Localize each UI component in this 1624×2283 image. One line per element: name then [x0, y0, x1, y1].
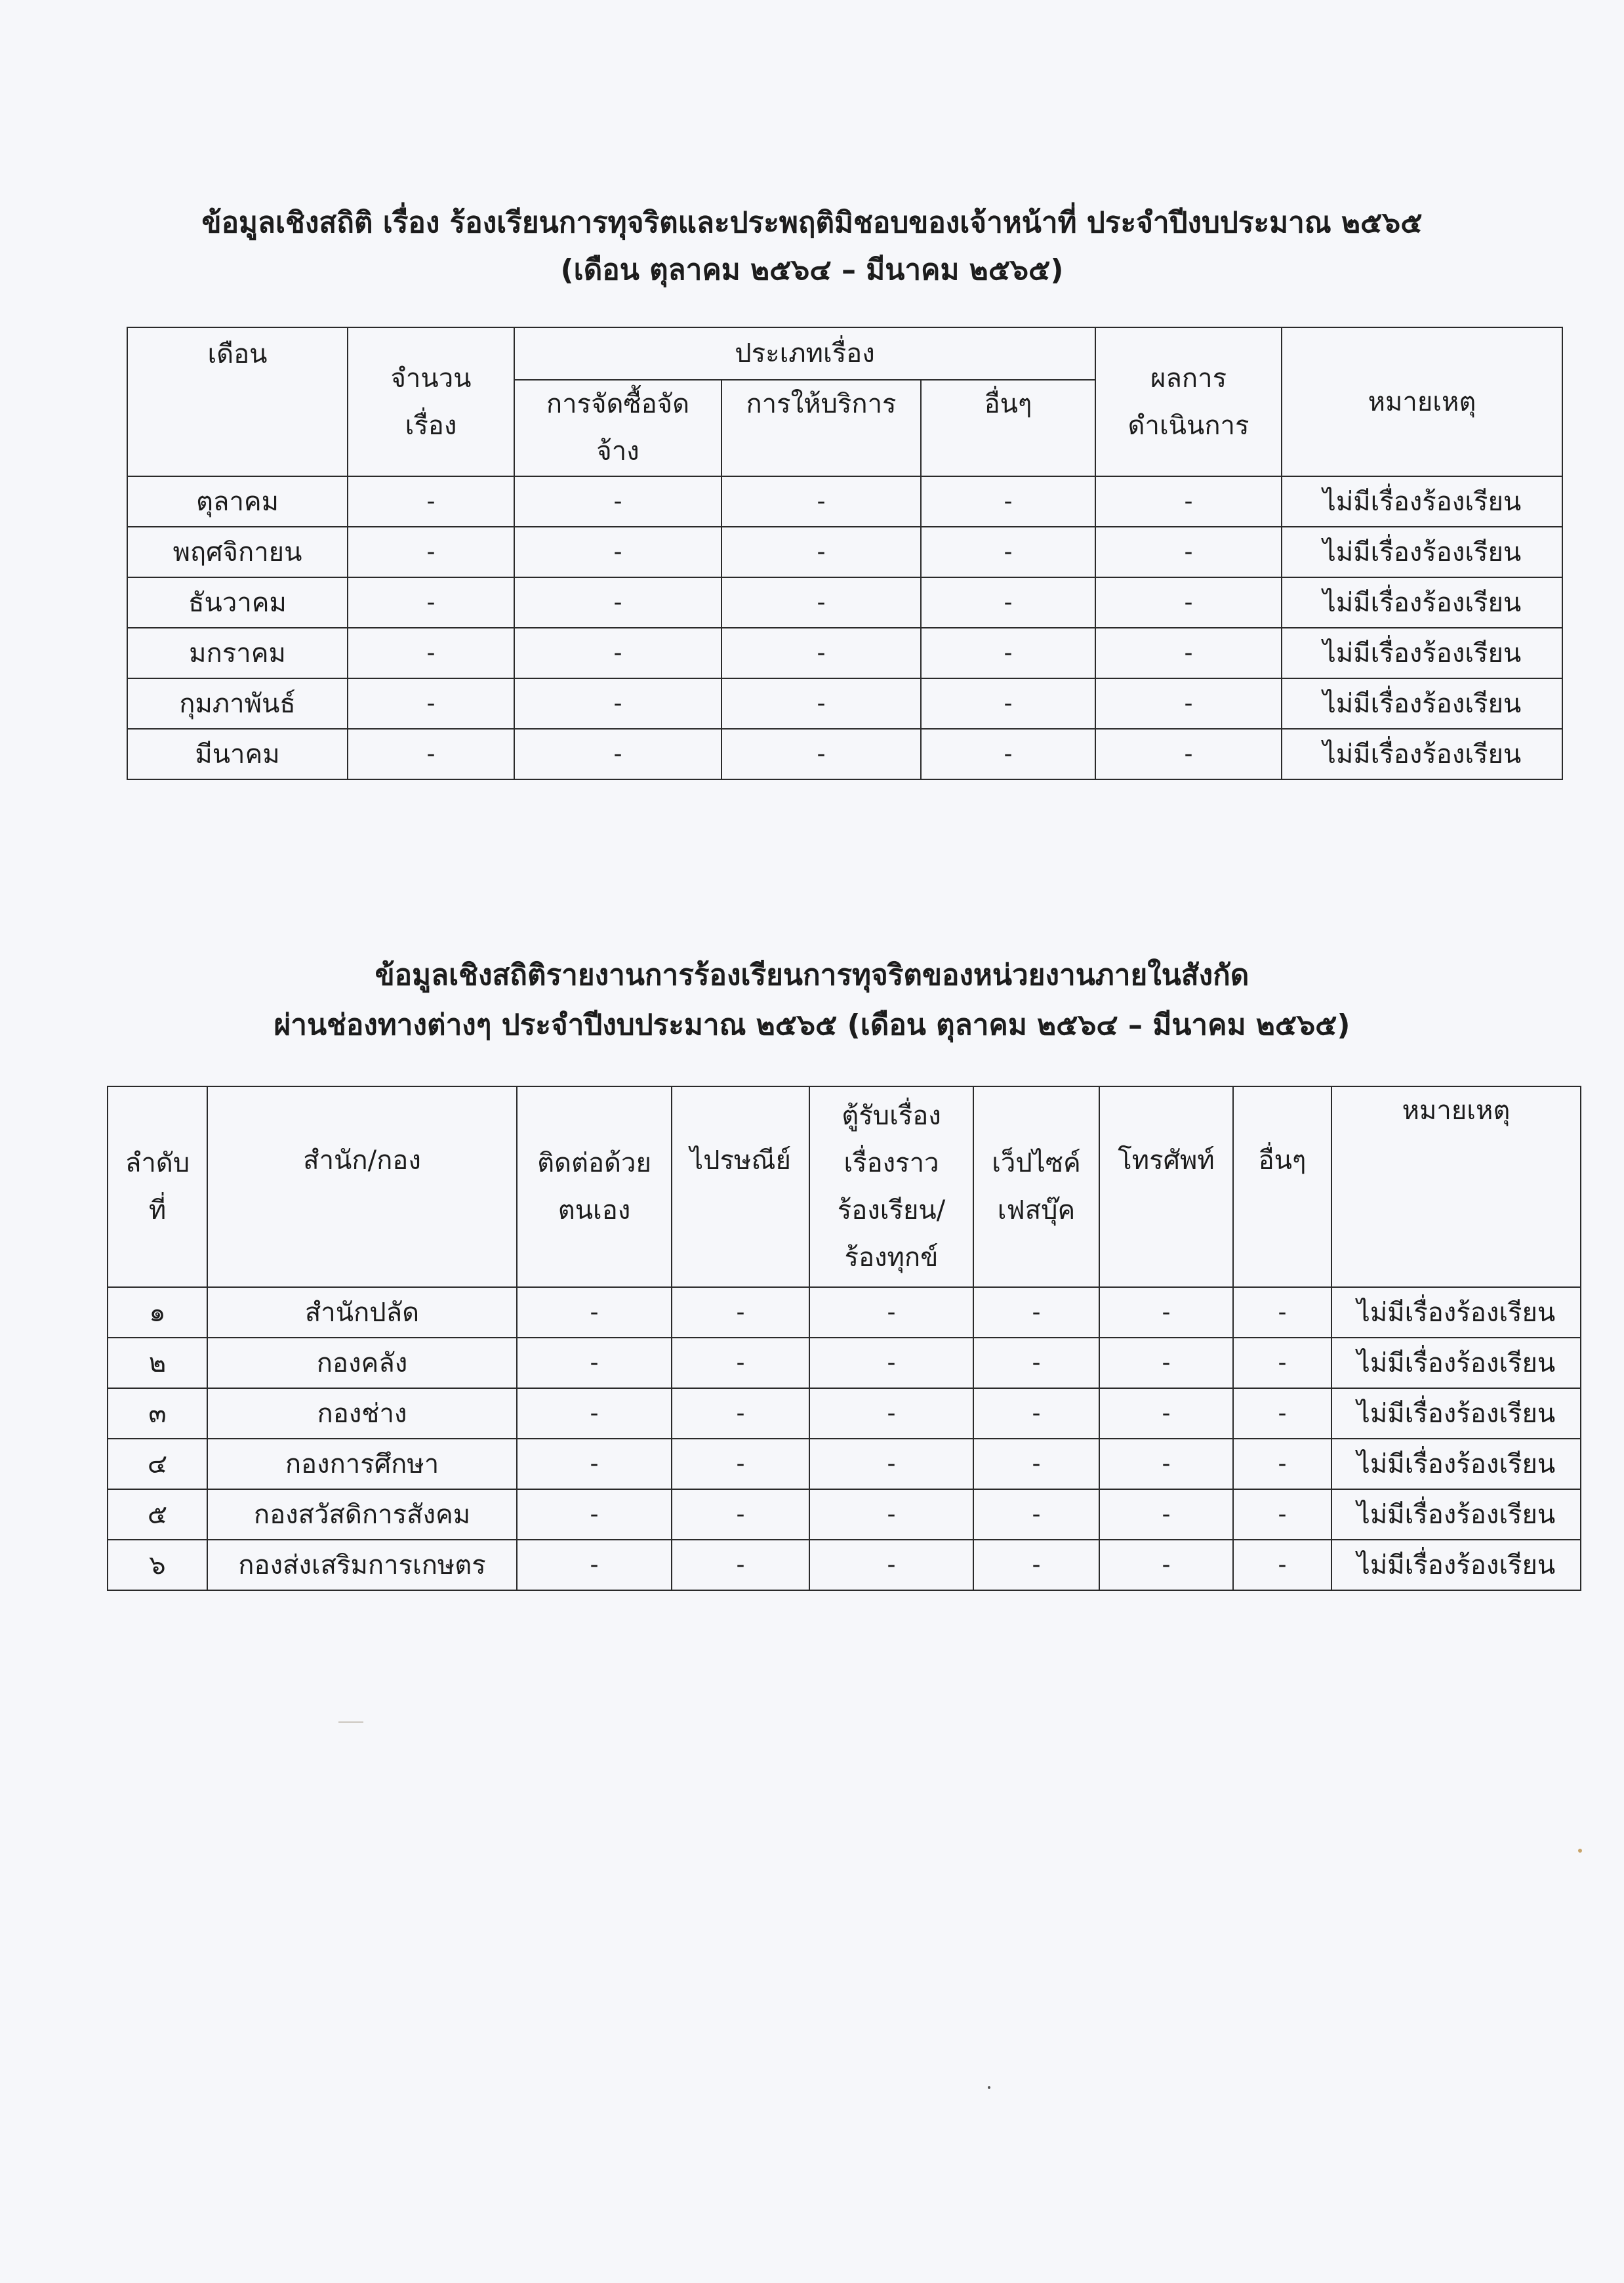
- cell-remark: ไม่มีเรื่องร้องเรียน: [1282, 729, 1562, 779]
- header-procurement: การจัดซื้อจัด จ้าง: [514, 380, 721, 476]
- header-result: ผลการ ดำเนินการ: [1095, 327, 1282, 476]
- cell-post: -: [672, 1439, 809, 1489]
- cell-count: -: [348, 729, 514, 779]
- cell-in-person: -: [517, 1338, 672, 1388]
- section1-title-line1: ข้อมูลเชิงสถิติ เรื่อง ร้องเรียนการทุจริตและประพฤติมิชอบของเจ้าหน้าที่ ประจำปีงบประมาณ ๒๕๖๕: [201, 206, 1423, 239]
- cell-other: -: [921, 628, 1095, 678]
- cell-procurement: -: [514, 678, 721, 729]
- table-row: [108, 1540, 1581, 1590]
- cell-service: -: [721, 527, 921, 577]
- cell-division: กองการศึกษา: [207, 1439, 517, 1489]
- cell-month: พฤศจิกายน: [127, 527, 348, 577]
- cell-division: กองช่าง: [207, 1388, 517, 1439]
- cell-phone: -: [1099, 1540, 1233, 1590]
- cell-in-person: -: [517, 1439, 672, 1489]
- cell-procurement: -: [514, 527, 721, 577]
- header-month: เดือน: [127, 327, 348, 476]
- cell-other: -: [921, 678, 1095, 729]
- cell-count: -: [348, 527, 514, 577]
- cell-remark: ไม่มีเรื่องร้องเรียน: [1282, 628, 1562, 678]
- cell-other: -: [1233, 1388, 1331, 1439]
- cell-website: -: [973, 1489, 1099, 1540]
- cell-complaint-box: -: [809, 1489, 973, 1540]
- complaint-channels-table: [107, 1086, 1581, 1591]
- table-row: [127, 527, 1562, 577]
- cell-remark: ไม่มีเรื่องร้องเรียน: [1331, 1439, 1581, 1489]
- cell-other: -: [921, 476, 1095, 527]
- cell-service: -: [721, 678, 921, 729]
- cell-division: สำนักปลัด: [207, 1287, 517, 1338]
- complaint-statistics-table: [127, 327, 1563, 780]
- cell-count: -: [348, 628, 514, 678]
- cell-month: มกราคม: [127, 628, 348, 678]
- cell-complaint-box: -: [809, 1287, 973, 1338]
- cell-other: -: [1233, 1540, 1331, 1590]
- cell-in-person: -: [517, 1489, 672, 1540]
- cell-result: -: [1095, 678, 1282, 729]
- cell-phone: -: [1099, 1338, 1233, 1388]
- table-row: [108, 1439, 1581, 1489]
- cell-website: -: [973, 1388, 1099, 1439]
- cell-remark: ไม่มีเรื่องร้องเรียน: [1331, 1388, 1581, 1439]
- cell-remark: ไม่มีเรื่องร้องเรียน: [1331, 1338, 1581, 1388]
- table-row: [127, 628, 1562, 678]
- header-no: ลำดับ ที่: [108, 1086, 207, 1287]
- cell-remark: ไม่มีเรื่องร้องเรียน: [1331, 1540, 1581, 1590]
- cell-post: -: [672, 1338, 809, 1388]
- header-in-person: ติดต่อด้วย ตนเอง: [517, 1086, 672, 1287]
- table-row: [108, 1338, 1581, 1388]
- cell-post: -: [672, 1540, 809, 1590]
- cell-other: -: [921, 527, 1095, 577]
- cell-other: -: [1233, 1489, 1331, 1540]
- header-service: การให้บริการ: [721, 380, 921, 476]
- table-row: [127, 476, 1562, 527]
- cell-phone: -: [1099, 1388, 1233, 1439]
- header-type-group: ประเภทเรื่อง: [514, 327, 1095, 380]
- header-complaint-box: ตู้รับเรื่อง เรื่องราว ร้องเรียน/ ร้องทุกข์: [809, 1086, 973, 1287]
- cell-remark: ไม่มีเรื่องร้องเรียน: [1282, 476, 1562, 527]
- cell-count: -: [348, 577, 514, 628]
- cell-phone: -: [1099, 1287, 1233, 1338]
- section2-title-line1: ข้อมูลเชิงสถิติรายงานการร้องเรียนการทุจริตของหน่วยงานภายในสังกัด: [375, 958, 1249, 992]
- cell-month: ธันวาคม: [127, 577, 348, 628]
- cell-procurement: -: [514, 628, 721, 678]
- cell-service: -: [721, 729, 921, 779]
- header-other: อื่นๆ: [921, 380, 1095, 476]
- cell-no: ๑: [108, 1287, 207, 1338]
- cell-complaint-box: -: [809, 1540, 973, 1590]
- cell-count: -: [348, 476, 514, 527]
- cell-remark: ไม่มีเรื่องร้องเรียน: [1331, 1287, 1581, 1338]
- cell-in-person: -: [517, 1540, 672, 1590]
- cell-website: -: [973, 1338, 1099, 1388]
- header-other: อื่นๆ: [1233, 1086, 1331, 1287]
- cell-month: กุมภาพันธ์: [127, 678, 348, 729]
- cell-other: -: [921, 577, 1095, 628]
- cell-post: -: [672, 1287, 809, 1338]
- cell-division: กองส่งเสริมการเกษตร: [207, 1540, 517, 1590]
- cell-service: -: [721, 628, 921, 678]
- cell-no: ๒: [108, 1338, 207, 1388]
- table-row: [127, 577, 1562, 628]
- header-remark: หมายเหตุ: [1282, 327, 1562, 476]
- cell-month: ตุลาคม: [127, 476, 348, 527]
- table-row: [127, 678, 1562, 729]
- cell-no: ๕: [108, 1489, 207, 1540]
- header-count: จำนวน เรื่อง: [348, 327, 514, 476]
- cell-division: กองสวัสดิการสังคม: [207, 1489, 517, 1540]
- header-phone: โทรศัพท์: [1099, 1086, 1233, 1287]
- section1-title-line2: (เดือน ตุลาคม ๒๕๖๔ – มีนาคม ๒๕๖๕): [560, 253, 1064, 287]
- cell-other: -: [1233, 1439, 1331, 1489]
- section2-title-line2: ผ่านช่องทางต่างๆ ประจำปีงบประมาณ ๒๕๖๕ (เดือน ตุลาคม ๒๕๖๔ – มีนาคม ๒๕๖๕): [274, 1008, 1350, 1042]
- cell-remark: ไม่มีเรื่องร้องเรียน: [1282, 527, 1562, 577]
- header-remark: หมายเหตุ: [1331, 1086, 1581, 1287]
- cell-no: ๖: [108, 1540, 207, 1590]
- cell-service: -: [721, 476, 921, 527]
- cell-result: -: [1095, 628, 1282, 678]
- cell-website: -: [973, 1439, 1099, 1489]
- cell-division: กองคลัง: [207, 1338, 517, 1388]
- cell-phone: -: [1099, 1439, 1233, 1489]
- cell-procurement: -: [514, 577, 721, 628]
- scan-dot: [988, 2086, 990, 2089]
- cell-result: -: [1095, 527, 1282, 577]
- cell-remark: ไม่มีเรื่องร้องเรียน: [1282, 577, 1562, 628]
- cell-remark: ไม่มีเรื่องร้องเรียน: [1282, 678, 1562, 729]
- cell-website: -: [973, 1287, 1099, 1338]
- table-row: [127, 729, 1562, 779]
- cell-service: -: [721, 577, 921, 628]
- cell-result: -: [1095, 577, 1282, 628]
- cell-other: -: [1233, 1338, 1331, 1388]
- cell-in-person: -: [517, 1287, 672, 1338]
- table-row: [108, 1388, 1581, 1439]
- scan-mark: [338, 1721, 363, 1723]
- cell-complaint-box: -: [809, 1338, 973, 1388]
- cell-other: -: [921, 729, 1095, 779]
- table-row: [108, 1287, 1581, 1338]
- scan-dot: [1578, 1849, 1582, 1853]
- cell-month: มีนาคม: [127, 729, 348, 779]
- cell-count: -: [348, 678, 514, 729]
- header-post: ไปรษณีย์: [672, 1086, 809, 1287]
- cell-in-person: -: [517, 1388, 672, 1439]
- cell-complaint-box: -: [809, 1388, 973, 1439]
- table-row: [108, 1489, 1581, 1540]
- cell-remark: ไม่มีเรื่องร้องเรียน: [1331, 1489, 1581, 1540]
- cell-phone: -: [1099, 1489, 1233, 1540]
- cell-other: -: [1233, 1287, 1331, 1338]
- header-division: สำนัก/กอง: [207, 1086, 517, 1287]
- cell-complaint-box: -: [809, 1439, 973, 1489]
- cell-procurement: -: [514, 476, 721, 527]
- cell-no: ๔: [108, 1439, 207, 1489]
- cell-no: ๓: [108, 1388, 207, 1439]
- cell-website: -: [973, 1540, 1099, 1590]
- cell-result: -: [1095, 729, 1282, 779]
- header-website: เว็ปไซค์ เฟสบุ๊ค: [973, 1086, 1099, 1287]
- cell-post: -: [672, 1489, 809, 1540]
- cell-post: -: [672, 1388, 809, 1439]
- cell-procurement: -: [514, 729, 721, 779]
- cell-result: -: [1095, 476, 1282, 527]
